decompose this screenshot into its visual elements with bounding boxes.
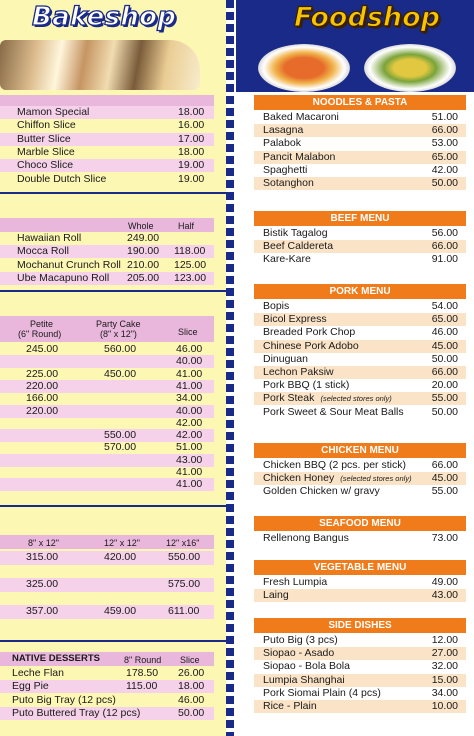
list-item <box>0 368 214 381</box>
slice-price: 40.00 <box>176 404 203 417</box>
item-name: Dinuguan <box>263 352 308 365</box>
petite-price: 220.00 <box>26 404 59 417</box>
section-divider <box>0 192 226 194</box>
slice-price: 43.00 <box>176 453 203 466</box>
item-name: Pork Sweet & Sour Meat Balls <box>263 405 404 418</box>
slice-price: 42.00 <box>176 429 203 442</box>
list-item <box>0 429 214 442</box>
party-price: 550.00 <box>104 429 137 442</box>
item-name: Breaded Pork Chop <box>263 326 356 339</box>
item-name: Double Dutch Slice <box>17 172 107 185</box>
item-name: Pancit Malabon <box>263 150 336 163</box>
item-name: Palabok <box>263 137 301 150</box>
item-price: 34.00 <box>431 686 458 699</box>
item-name: Pork BBQ (1 stick) <box>263 379 350 392</box>
item-price: 12.00 <box>431 634 458 646</box>
size-c-price: 575.00 <box>168 578 201 590</box>
menu-item <box>254 124 466 137</box>
size-b-price: 459.00 <box>104 605 137 617</box>
item-name: Chicken Honey (selected stores only) <box>263 472 412 485</box>
section-title-side-dishes: SIDE DISHES <box>254 618 466 633</box>
item-note: (selected stores only) <box>338 474 412 484</box>
menu-item <box>254 576 466 589</box>
menu-item <box>254 111 466 124</box>
item-name: Rellenong Bangus <box>263 532 349 544</box>
item-name: Mocca Roll <box>17 245 69 258</box>
slice-price: 41.00 <box>176 478 203 491</box>
item-price: 56.00 <box>431 227 458 239</box>
item-name: Puto Buttered Tray (12 pcs) <box>12 706 141 719</box>
size-a-price: 357.00 <box>26 605 59 617</box>
list-item <box>0 405 214 418</box>
item-price: 17.00 <box>178 132 205 145</box>
item-price: 54.00 <box>431 300 458 312</box>
item-name: Spaghetti <box>263 163 308 176</box>
item-name: Bicol Express <box>263 313 327 326</box>
cake-photo <box>0 40 200 90</box>
list-item <box>0 272 214 285</box>
whole-price: 190.00 <box>127 245 160 258</box>
item-name: Lasagna <box>263 124 304 137</box>
list-item <box>0 551 214 564</box>
menu-item <box>254 406 466 419</box>
item-name: Ube Macapuno Roll <box>17 271 110 284</box>
slice-price: 26.00 <box>178 667 205 679</box>
item-price: 42.00 <box>431 163 458 176</box>
party-price: 450.00 <box>104 367 137 380</box>
item-name: Bistik Tagalog <box>263 227 328 239</box>
rolls-header-whole: Whole <box>128 221 154 231</box>
menu-item <box>254 326 466 339</box>
item-price: 18.00 <box>178 106 205 118</box>
pancit-plate-photo <box>364 44 456 92</box>
item-price: 53.00 <box>431 137 458 150</box>
bakeshop-title: Bakeshop <box>32 2 177 32</box>
menu-item <box>254 137 466 150</box>
item-name: Puto Big Tray (12 pcs) <box>12 693 116 706</box>
list-item <box>0 392 214 405</box>
menu-item <box>254 366 466 379</box>
list-item <box>0 454 214 467</box>
list-item <box>0 146 214 159</box>
item-name: Kare-Kare <box>263 253 311 266</box>
slice-price: 46.00 <box>176 343 203 355</box>
list-item <box>0 578 214 591</box>
item-price: 50.00 <box>431 177 458 189</box>
item-name: Chicken BBQ (2 pcs. per stick) <box>263 459 406 471</box>
menu-item <box>254 353 466 366</box>
list-item <box>0 694 214 707</box>
size-a-price: 325.00 <box>26 578 59 590</box>
petite-price: 225.00 <box>26 367 59 380</box>
list-item <box>0 343 214 356</box>
menu-item <box>254 674 466 687</box>
list-item <box>0 441 214 454</box>
slice-price: 41.00 <box>176 367 203 380</box>
foodshop-title: Foodshop <box>294 2 440 33</box>
item-price: 66.00 <box>431 459 458 471</box>
whole-price: 210.00 <box>127 258 160 271</box>
menu-item <box>254 532 466 545</box>
item-name: Sotanghon <box>263 177 314 189</box>
list-item <box>0 119 214 132</box>
item-price: 15.00 <box>431 673 458 686</box>
dashed-divider <box>226 0 234 736</box>
item-price: 19.00 <box>178 172 205 185</box>
item-name: Bopis <box>263 300 290 312</box>
list-item <box>0 466 214 479</box>
section-title-vegetable-menu: VEGETABLE MENU <box>254 560 466 575</box>
item-price: 66.00 <box>431 366 458 378</box>
menu-item <box>254 647 466 660</box>
list-item <box>0 605 214 618</box>
slice-price: 18.00 <box>178 680 205 693</box>
size-c-price: 611.00 <box>168 605 200 617</box>
section-title-beef-menu: BEEF MENU <box>254 211 466 226</box>
item-price: 66.00 <box>431 240 458 253</box>
item-note: (selected stores only) <box>318 394 392 404</box>
menu-item <box>254 151 466 164</box>
item-name: Choco Slice <box>17 159 74 172</box>
slice-price: 50.00 <box>178 706 205 719</box>
section-divider <box>0 505 226 507</box>
item-price: 49.00 <box>431 576 458 588</box>
list-item <box>0 417 214 430</box>
menu-item <box>254 472 466 485</box>
item-name: Pork Steak (selected stores only) <box>263 392 392 405</box>
item-name: Leche Flan <box>12 667 64 679</box>
cakes-header-petite-sub: (6" Round) <box>18 329 62 339</box>
item-price: 19.00 <box>178 159 205 172</box>
list-item <box>0 380 214 393</box>
whole-price: 205.00 <box>127 271 160 284</box>
list-item <box>0 680 214 693</box>
menu-item <box>254 227 466 240</box>
menu-item <box>254 300 466 313</box>
menu-item <box>254 392 466 405</box>
item-name: Butter Slice <box>17 132 71 145</box>
slice-price: 46.00 <box>178 693 205 706</box>
item-price: 45.00 <box>431 339 458 352</box>
section-title-chicken-menu: CHICKEN MENU <box>254 443 466 458</box>
petite-price: 166.00 <box>26 392 59 405</box>
item-price: 55.00 <box>431 485 458 498</box>
item-name: Baked Macaroni <box>263 111 339 123</box>
list-item <box>0 478 214 491</box>
petite-price: 245.00 <box>26 343 59 355</box>
size-c-price: 550.00 <box>168 551 201 563</box>
list-item <box>0 159 214 172</box>
menu-item <box>254 485 466 498</box>
item-price: 65.00 <box>431 313 458 326</box>
petite-price: 220.00 <box>26 379 59 392</box>
spaghetti-plate-photo <box>258 44 350 92</box>
party-price: 560.00 <box>104 343 137 355</box>
cakes-header-petite: Petite <box>30 319 54 329</box>
item-price: 27.00 <box>431 647 458 660</box>
menu-item <box>254 340 466 353</box>
section-title-noodles-pasta: NOODLES & PASTA <box>254 95 466 110</box>
list-item <box>0 173 214 186</box>
item-price: 20.00 <box>431 379 458 392</box>
list-item <box>0 245 214 258</box>
item-price: 65.00 <box>431 150 458 163</box>
slice-price: 40.00 <box>176 355 203 368</box>
half-price: 125.00 <box>174 258 207 271</box>
slice-price: 41.00 <box>176 466 203 478</box>
size-b-price: 420.00 <box>104 551 137 563</box>
cakes-header-party-sub: (8" x 12") <box>100 329 137 339</box>
menu-item <box>254 687 466 700</box>
menu-item <box>254 379 466 392</box>
item-name: Lumpia Shanghai <box>263 673 345 686</box>
native-header-round: 8" Round <box>124 655 162 665</box>
slice-price: 41.00 <box>176 379 203 392</box>
item-name: Chiffon Slice <box>17 119 76 132</box>
list-item <box>0 707 214 720</box>
section-title-pork-menu: PORK MENU <box>254 284 466 299</box>
round-price: 115.00 <box>126 680 158 693</box>
item-price: 66.00 <box>431 124 458 137</box>
item-name: Pork Siomai Plain (4 pcs) <box>263 686 381 699</box>
item-name: Beef Caldereta <box>263 240 334 253</box>
item-price: 50.00 <box>431 352 458 365</box>
list-item <box>0 259 214 272</box>
native-header-slice: Slice <box>180 655 200 665</box>
menu-item <box>254 164 466 177</box>
section-divider <box>0 640 226 642</box>
round-price: 178.50 <box>126 667 159 679</box>
item-name: Mochanut Crunch Roll <box>17 258 121 271</box>
menu-item <box>254 660 466 673</box>
item-name: Golden Chicken w/ gravy <box>263 485 380 498</box>
list-item <box>0 133 214 146</box>
item-name: Chinese Pork Adobo <box>263 339 359 352</box>
menu-item <box>254 589 466 602</box>
item-name: Fresh Lumpia <box>263 576 328 588</box>
item-name: Egg Pie <box>12 680 49 693</box>
party-price: 570.00 <box>104 441 137 454</box>
menu-item <box>254 459 466 472</box>
size-header-c: 12" x16" <box>166 538 200 548</box>
cakes-header-slice: Slice <box>178 327 198 337</box>
native-header-title: NATIVE DESSERTS <box>12 653 100 664</box>
item-name: Rice - Plain <box>263 700 317 712</box>
item-price: 51.00 <box>431 111 458 123</box>
menu-item <box>254 177 466 190</box>
list-item <box>0 355 214 368</box>
cakes-header-party: Party Cake <box>96 319 141 329</box>
item-price: 73.00 <box>431 532 458 544</box>
size-header-a: 8" x 12" <box>28 538 59 548</box>
item-price: 55.00 <box>431 392 458 405</box>
item-price: 10.00 <box>431 700 458 712</box>
size-header-b: 12" x 12" <box>104 538 140 548</box>
item-price: 46.00 <box>431 326 458 339</box>
bakeshop-header <box>0 0 226 92</box>
menu-item <box>254 634 466 647</box>
list-item <box>0 106 214 119</box>
item-price: 18.00 <box>178 145 205 158</box>
menu-item <box>254 253 466 266</box>
menu-item <box>254 240 466 253</box>
half-price: 123.00 <box>174 271 207 284</box>
item-price: 16.00 <box>178 119 205 132</box>
list-item <box>0 232 214 245</box>
item-name: Puto Big (3 pcs) <box>263 634 338 646</box>
slice-price: 51.00 <box>176 441 203 454</box>
section-divider <box>0 290 226 292</box>
item-name: Lechon Paksiw <box>263 366 334 378</box>
size-a-price: 315.00 <box>26 551 59 563</box>
item-price: 91.00 <box>431 253 458 266</box>
slice-price: 34.00 <box>176 392 203 405</box>
item-price: 32.00 <box>431 660 458 673</box>
whole-price: 249.00 <box>127 232 160 244</box>
item-price: 45.00 <box>431 472 458 485</box>
item-name: Marble Slice <box>17 145 75 158</box>
menu-item <box>254 313 466 326</box>
item-name: Laing <box>263 589 289 602</box>
menu-item <box>254 700 466 713</box>
list-item <box>0 667 214 680</box>
half-price: 118.00 <box>174 245 206 258</box>
item-price: 43.00 <box>431 589 458 602</box>
section-title-seafood-menu: SEAFOOD MENU <box>254 516 466 531</box>
item-name: Mamon Special <box>17 106 90 118</box>
item-name: Siopao - Asado <box>263 647 335 660</box>
slice-price: 42.00 <box>176 416 203 429</box>
item-name: Hawaiian Roll <box>17 232 82 244</box>
rolls-header-half: Half <box>178 221 195 231</box>
item-price: 50.00 <box>431 405 458 418</box>
item-name: Siopao - Bola Bola <box>263 660 350 673</box>
